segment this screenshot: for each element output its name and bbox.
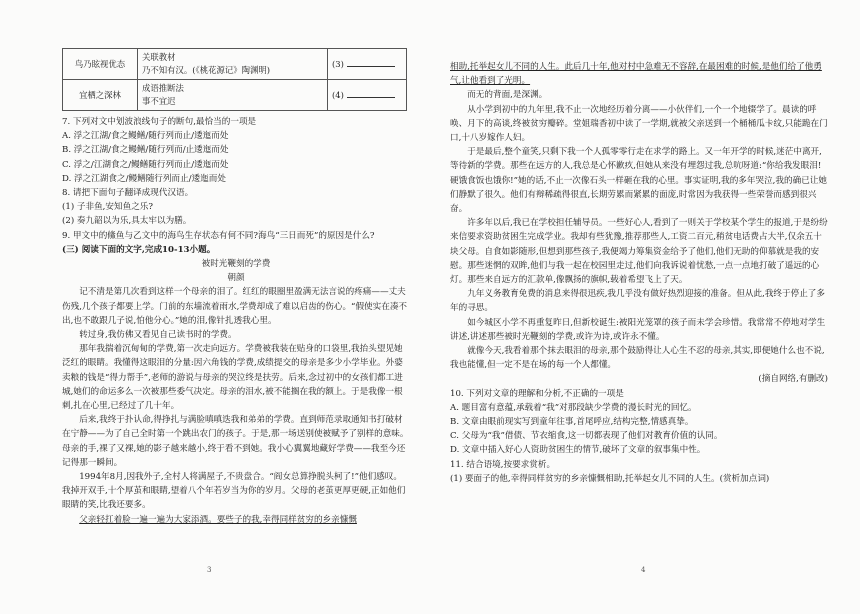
page-number: 3 (207, 566, 212, 574)
section-heading: (三) 阅读下面的文字,完成10-13小题。 (62, 244, 216, 255)
blank-number: (3) (332, 59, 344, 69)
q10-option-c: C. 父母为“我”借债、节衣缩食,这一切都表现了他们对教育价值的认同。 (450, 431, 723, 442)
blank-number: (4) (332, 90, 344, 100)
article-author: 朝颜 (227, 273, 245, 284)
left-column (62, 48, 410, 527)
table-cell-label: 鸟乃眩视优态 (63, 49, 138, 80)
method-label: 成语推断法 (142, 83, 184, 93)
q7-option-a: A. 浮之江湖/食之鳗鳝/随行列而止/逶迤而处 (62, 131, 229, 142)
article-paragraph: 如今城区小学不再重复昨日,但新校诞生:被阳光笼罩的孩子而未学会珍惜。我常常不停地对学生讲述,讲述那些被时光鞭刻的学费,或许为诗,或许永不懂。 (450, 317, 826, 342)
table-cell-content (138, 49, 328, 80)
right-column (450, 60, 828, 486)
article-paragraph: 转过身,我仿佛又看见自己读书时的学费。 (79, 330, 237, 341)
q10-stem: 10. 下列对文章的理解和分析,不正确的一项是 (450, 388, 624, 399)
table-row (63, 80, 407, 111)
method-label: 关联教材 (142, 52, 176, 62)
table-cell-content (138, 80, 328, 111)
article-paragraph: 后来,我终于扑认命,得挣扎与满脸嗔嗔迭我和弟弟的学费。直到师范录取通知书打破材在宁静——为了自己全时第一个跳出农门的孩子。于是,那一场送别使被赋予了别样的意味。母亲的手,裸了又裸,她的影子越来越小,终于看不到她。我小心翼翼地藏好学费——我至今还记得那一瞬间。 (62, 415, 409, 468)
q8-stem: 8. 请把下面句子翻译成现代汉语。 (62, 188, 194, 199)
q7-option-c: C. 浮之/江湖食之/鳗鳝随行列而止/逶迤而处 (62, 159, 229, 170)
article-paragraph: 而无的背面,是深渊。 (467, 90, 548, 101)
article-title: 被时光鞭刻的学费 (201, 259, 271, 270)
article-paragraph: 1994年8月,因我外子,全村人将满屋子,不贵盘合。“阎女总算挣脱头柯了!”他们感叹。我掉开双手,十个厚茧和眼睛,望着八个年若岁当为你的岁月。父母的老茧更厚更硬,正如他们眼睛的笑,比我还要多。 (62, 472, 406, 511)
q10-option-a: A. 题目富有意蕴,承载着“我”对那段缺少学费的漫长时光的回忆。 (450, 402, 697, 413)
method-example: 乃不知有汉。(《桃花源记》陶渊明) (142, 65, 270, 75)
answer-cell[interactable] (328, 49, 407, 80)
q10-option-d: D. 文章中插入好心人资助贫困生的情节,破坏了文章的叙事集中性。 (450, 445, 706, 456)
article-source: (摘自网络,有删改) (758, 374, 828, 385)
reference-table (62, 48, 407, 111)
q7-option-b: B. 浮之江湖/食之鳗鳝/随行列而/止逶迤而处 (62, 145, 229, 156)
right-page (430, 0, 860, 614)
q10-option-b: B. 文章由眼前现实写到童年往事,首尾呼应,结构完整,情感真挚。 (450, 417, 694, 428)
answer-blank[interactable] (347, 88, 395, 98)
article-paragraph: 九年义务教育免费的消息来得很迅疾,我几乎没有做好热烈迎接的准备。但从此,我终于停止了多年的寻思。 (450, 289, 825, 314)
q7-stem: 7. 下列对文中划波浪线句子的断句,最恰当的一项是 (62, 117, 257, 127)
table-cell-label: 宜栖之深林 (63, 80, 138, 111)
article-paragraph: 就像今天,我看着那个抹去眼泪的母亲,那个鼓励得让人心生不忍的母亲,其实,即便她什么也不说,我也能懂,但一定不是在场的每一个人都懂。 (450, 346, 825, 371)
article-paragraph-underlined: 父亲轻扛着脸一遍一遍为大家添酒。要些子的我,幸得同样贫穷的乡亲慷慨 (79, 514, 357, 525)
method-example: 事不宜迟 (142, 96, 176, 106)
page-number: 4 (641, 566, 646, 574)
q9-stem: 9. 甲文中的鯈鱼与乙文中的海鸟生存状态有何不同?海鸟“三日而死”的原因是什么? (62, 230, 375, 241)
answer-cell[interactable] (328, 80, 407, 111)
answer-blank[interactable] (347, 57, 395, 67)
q8-item-2: (2) 奏九韶以为乐,具太牢以为膳。 (62, 216, 192, 227)
q8-item-1: (1) 子非鱼,安知鱼之乐? (62, 202, 153, 213)
q11-item-1: (1) 要面子的他,幸得同样贫穷的乡亲慷慨相助,托举起女儿不同的人生。(赏析加点词) (450, 473, 770, 484)
article-paragraph-underlined: 相助,托举起女儿不同的人生。此后几十年,他对村中急难无不容辞,在最困难的时候,是他们给了他勇气,让他看到了光明。 (450, 62, 822, 87)
q7-option-d: D. 浮之江湖食之/鳗鳝随行列而止/逶迤而处 (62, 173, 226, 184)
article-paragraph: 从小学到初中的九年里,我不止一次地经历着分离——小伙伴们,一个一个地辍学了。晨读的呼唤、月下的高谈,终被贫穷瓣碎。堂姐瑞香初中读了一学期,就被父亲送到一个桶桶瓜卡纹,只能跪在门口,十八岁嫁作人妇。 (450, 104, 828, 144)
table-row (63, 49, 407, 80)
article-paragraph: 许多年以后,我已在学校担任辅导员。一些好心人,看到了一则关于学校某个学生的报道,于是纷纷来信要求资助贫困生完成学业。我却有些犹豫,推荐那些人,工资二百元,稍贫电话费占大半,仅余五十块父母。自食如影随形,但想到那些孩子,我便竭力筹集资金给予了他们,他们无助的仰慕就是我的安慰。那些迷惘的双眸,他们与我一起在校园里走过,他们向我诉说着忧愁,一点一点地打破了遥远的心灯。那些来自远方的汇款单,像飘扬的旗帜,载着希望飞上了天。 (450, 218, 828, 286)
article-paragraph: 那年我揣着沉甸甸的学费,第一次走向远方。学费被我装在贴身的口袋里,我抬头望见她泛红的眼睛。我懂得这眼泪的分量:因六角钱的学费,成绩提交的母亲是多少小学毕业。外婆卖粮的钱是“得力帮手”,老师的游说与母亲的哭泣终是扶劳。后来,念过初中的女孩们都工进城,她们的命运多么一次被那些委气决定。母亲的泪水,被不能搁在我的额上。于是我像一根刺,扎在心里,已经过了几十年。 (62, 344, 403, 412)
article-paragraph: 记不清是第几次看到这样一个母亲的泪了。红红的眼圈里盈满无法言说的疼痛——丈夫伤残,几个孩子都要上学。门前的东墙流着雨水,学费却成了难以启齿的伤心。“假使实在凑不出,也不敢跟几子说,怕他分心。”她的泪,像针扎透我心里。 (62, 287, 408, 326)
article-paragraph: 于是最后,整个童笑,只剩下我一个人孤零零行走在求学的路上。又一年开学的时候,迷茫中离开,等待新的学费。那些在远方的人,我总是心怀歉疚,但她从来没有埋怨过我,总吭呀道:“你给我发眼泪!硬饿食饭也饿你!”她的话,不止一次像石头一样砸在我的心里。事实证明,我的多年哭泣,我的确已让她们静默了很久。他们有辩稀疏得很直,长期劳累而紧累的面庞,时常因为我获得一些荣誉而感到很兴奋。 (450, 147, 827, 215)
q11-stem: 11. 结合语境,按要求赏析。 (450, 459, 556, 470)
